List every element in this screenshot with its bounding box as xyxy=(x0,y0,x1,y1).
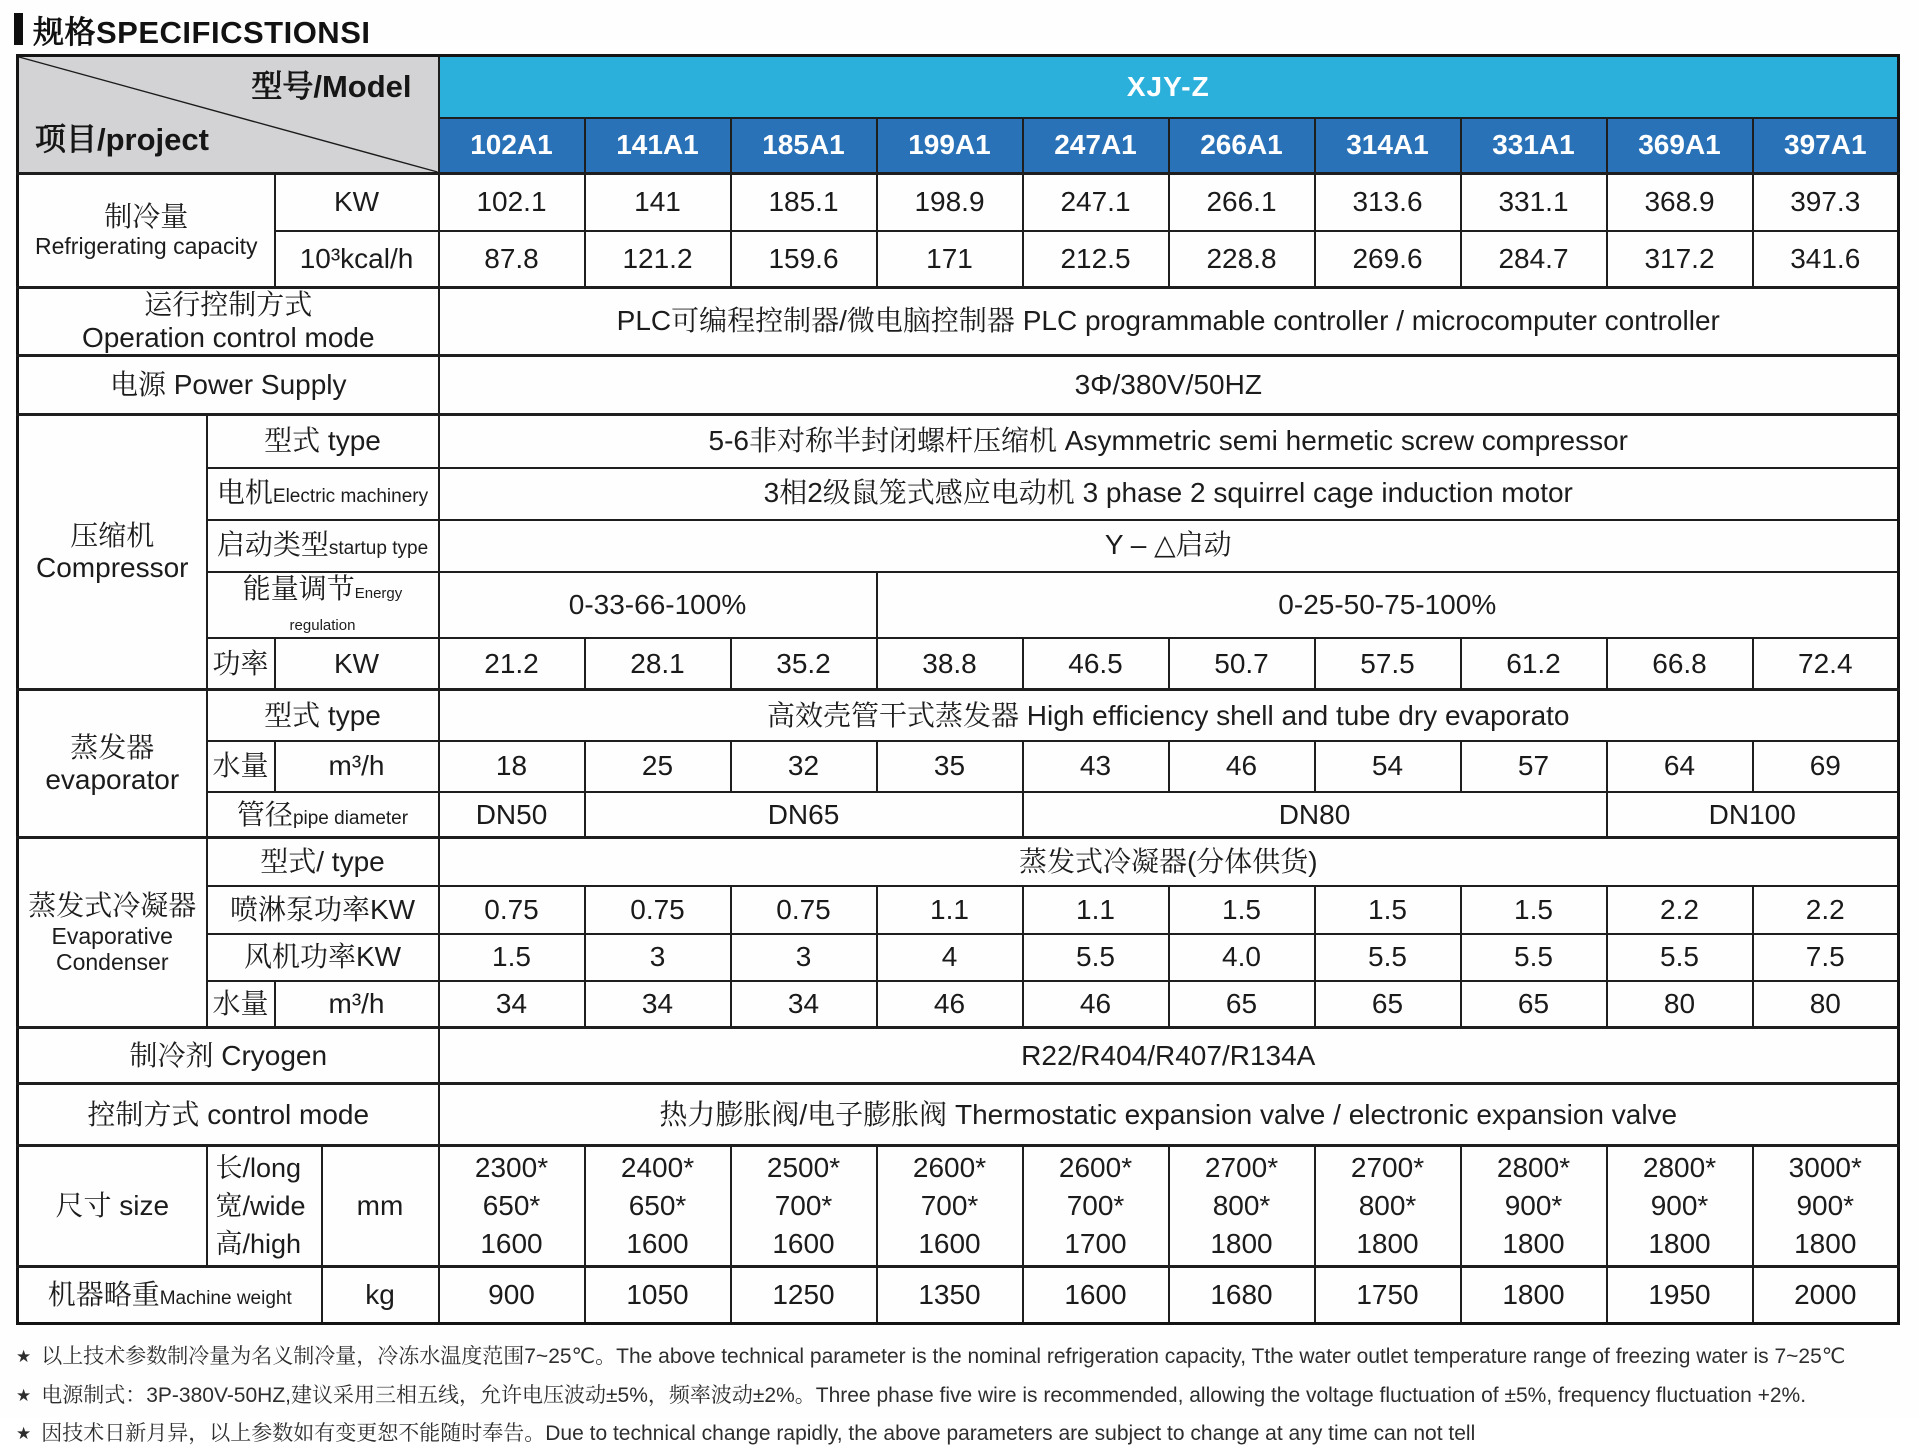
spray-pump-power-cell: 1.5 xyxy=(1169,886,1315,934)
spray-pump-power-cell: 1.1 xyxy=(1023,886,1169,934)
series-header-cell: XJY-Z xyxy=(439,56,1899,118)
capacity-kcal-cell: 341.6 xyxy=(1753,231,1899,288)
fan-power-cell: 5.5 xyxy=(1315,934,1461,981)
energy-regulation-low-value: 0-33-66-100% xyxy=(439,572,877,638)
star-icon: ★ xyxy=(16,1347,32,1367)
energy-regulation-high-value: 0-25-50-75-100% xyxy=(877,572,1899,638)
condenser-water-cell: 34 xyxy=(731,981,877,1028)
fan-power-cell: 7.5 xyxy=(1753,934,1899,981)
machine-weight-cell: 1750 xyxy=(1315,1267,1461,1324)
size-cell: 2700* 800* 1800 xyxy=(1169,1146,1315,1267)
evaporator-water-cell: 43 xyxy=(1023,741,1169,792)
pipe-diameter-cell: DN100 xyxy=(1607,792,1899,838)
control-mode-label: 控制方式 control mode xyxy=(18,1084,439,1146)
compressor-power-cell: 66.8 xyxy=(1607,638,1753,690)
compressor-startup-label: 启动类型startup type xyxy=(207,520,439,572)
footnote xyxy=(16,1343,1919,1371)
capacity-kcal-cell: 317.2 xyxy=(1607,231,1753,288)
fan-power-cell: 4 xyxy=(877,934,1023,981)
capacity-kw-cell: 331.1 xyxy=(1461,174,1607,231)
model-header-cell: 331A1 xyxy=(1461,118,1607,174)
specifications-table xyxy=(16,54,1900,1325)
pipe-diameter-cell: DN65 xyxy=(585,792,1023,838)
footnote-text: 因技术日新月异，以上参数如有变更恕不能随时奉告。Due to technical change rapidly, the above parameters are subject to change at any time can not tell xyxy=(41,1422,1476,1446)
evaporator-water-cell: 46 xyxy=(1169,741,1315,792)
capacity-kcal-cell: 212.5 xyxy=(1023,231,1169,288)
compressor-motor-value: 3相2级鼠笼式感应电动机 3 phase 2 squirrel cage induction motor xyxy=(439,468,1899,520)
condenser-water-label: 水量 xyxy=(207,981,275,1028)
evaporator-water-cell: 25 xyxy=(585,741,731,792)
model-header-cell: 247A1 xyxy=(1023,118,1169,174)
condenser-water-cell: 65 xyxy=(1461,981,1607,1028)
evaporator-water-label: 水量 xyxy=(207,741,275,792)
compressor-power-cell: 61.2 xyxy=(1461,638,1607,690)
condenser-type-label: 型式/ type xyxy=(207,838,439,886)
evaporator-water-cell: 57 xyxy=(1461,741,1607,792)
evaporator-group-label: 蒸发器 evaporator xyxy=(18,690,207,838)
compressor-power-cell: 50.7 xyxy=(1169,638,1315,690)
capacity-kw-unit: KW xyxy=(275,174,439,231)
machine-weight-cell: 1800 xyxy=(1461,1267,1607,1324)
compressor-type-value: 5-6非对称半封闭螺杆压缩机 Asymmetric semi hermetic screw compressor xyxy=(439,415,1899,468)
capacity-kw-cell: 102.1 xyxy=(439,174,585,231)
compressor-power-cell: 38.8 xyxy=(877,638,1023,690)
spray-pump-power-cell: 1.1 xyxy=(877,886,1023,934)
condenser-water-cell: 46 xyxy=(1023,981,1169,1028)
fan-power-cell: 5.5 xyxy=(1607,934,1753,981)
title-accent-bar xyxy=(14,13,23,45)
size-cell: 2300* 650* 1600 xyxy=(439,1146,585,1267)
condenser-group-label: 蒸发式冷凝器 Evaporative Condenser xyxy=(18,838,207,1028)
evaporator-water-cell: 18 xyxy=(439,741,585,792)
model-header-cell: 102A1 xyxy=(439,118,585,174)
fan-power-label: 风机功率KW xyxy=(207,934,439,981)
model-header-cell: 314A1 xyxy=(1315,118,1461,174)
spray-pump-power-cell: 0.75 xyxy=(731,886,877,934)
spray-pump-power-cell: 0.75 xyxy=(439,886,585,934)
capacity-kcal-cell: 121.2 xyxy=(585,231,731,288)
condenser-water-cell: 46 xyxy=(877,981,1023,1028)
machine-weight-cell: 1680 xyxy=(1169,1267,1315,1324)
size-cell: 2500* 700* 1600 xyxy=(731,1146,877,1267)
machine-weight-cell: 1350 xyxy=(877,1267,1023,1324)
spray-pump-power-cell: 2.2 xyxy=(1753,886,1899,934)
size-cell: 2800* 900* 1800 xyxy=(1461,1146,1607,1267)
condenser-water-cell: 65 xyxy=(1315,981,1461,1028)
evaporator-water-cell: 64 xyxy=(1607,741,1753,792)
evaporator-water-unit: m³/h xyxy=(275,741,439,792)
model-header-cell: 199A1 xyxy=(877,118,1023,174)
compressor-power-cell: 35.2 xyxy=(731,638,877,690)
condenser-water-cell: 80 xyxy=(1753,981,1899,1028)
size-cell: 2400* 650* 1600 xyxy=(585,1146,731,1267)
corner-header-cell xyxy=(18,56,439,174)
evaporator-type-label: 型式 type xyxy=(207,690,439,741)
machine-weight-unit: kg xyxy=(322,1267,439,1324)
compressor-power-cell: 21.2 xyxy=(439,638,585,690)
capacity-kcal-cell: 87.8 xyxy=(439,231,585,288)
capacity-kw-cell: 313.6 xyxy=(1315,174,1461,231)
page-title: 规格SPECIFICSTIONSI xyxy=(33,14,371,50)
capacity-group-label: 制冷量 Refrigerating capacity xyxy=(18,174,275,288)
capacity-kcal-cell: 269.6 xyxy=(1315,231,1461,288)
compressor-group-label: 压缩机 Compressor xyxy=(18,415,207,690)
model-header-cell: 185A1 xyxy=(731,118,877,174)
spray-pump-power-label: 喷淋泵功率KW xyxy=(207,886,439,934)
model-axis-label: 型号/Model xyxy=(251,69,412,104)
machine-weight-cell: 2000 xyxy=(1753,1267,1899,1324)
model-header-cell: 369A1 xyxy=(1607,118,1753,174)
evaporator-water-cell: 54 xyxy=(1315,741,1461,792)
energy-regulation-label: 能量调节Energy regulation xyxy=(207,572,439,638)
compressor-power-cell: 28.1 xyxy=(585,638,731,690)
compressor-power-unit: KW xyxy=(275,638,439,690)
project-axis-label: 项目/project xyxy=(35,122,209,158)
compressor-power-cell: 46.5 xyxy=(1023,638,1169,690)
evaporator-water-cell: 35 xyxy=(877,741,1023,792)
compressor-motor-label: 电机Electric machinery xyxy=(207,468,439,520)
capacity-kw-cell: 397.3 xyxy=(1753,174,1899,231)
cryogen-value: R22/R404/R407/R134A xyxy=(439,1028,1899,1084)
machine-weight-cell: 1600 xyxy=(1023,1267,1169,1324)
capacity-kw-cell: 185.1 xyxy=(731,174,877,231)
model-header-cell: 266A1 xyxy=(1169,118,1315,174)
fan-power-cell: 3 xyxy=(731,934,877,981)
operation-mode-value: PLC可编程控制器/微电脑控制器 PLC programmable controller / microcomputer controller xyxy=(439,288,1899,356)
compressor-power-label: 功率 xyxy=(207,638,275,690)
star-icon: ★ xyxy=(16,1385,32,1405)
footnote xyxy=(16,1420,1919,1448)
model-header-cell: 141A1 xyxy=(585,118,731,174)
evaporator-water-cell: 69 xyxy=(1753,741,1899,792)
machine-weight-cell: 1050 xyxy=(585,1267,731,1324)
size-label: 尺寸 size xyxy=(18,1146,207,1267)
condenser-water-unit: m³/h xyxy=(275,981,439,1028)
control-mode-value: 热力膨胀阀/电子膨胀阀 Thermostatic expansion valve / electronic expansion valve xyxy=(439,1084,1899,1146)
size-cell: 2700* 800* 1800 xyxy=(1315,1146,1461,1267)
footnote-text: 电源制式：3P-380V-50HZ,建议采用三相五线，允许电压波动±5%，频率波动±2%。Three phase five wire is recommended, allowing the voltage fluctuation of ±5%, frequency fluctuation +2%. xyxy=(41,1383,1807,1407)
capacity-kcal-unit: 10³kcal/h xyxy=(275,231,439,288)
size-cell: 2800* 900* 1800 xyxy=(1607,1146,1753,1267)
footnote-text: 以上技术参数制冷量为名义制冷量，冷冻水温度范围7~25℃。The above technical parameter is the nominal refrigeration capacity, Tthe water outlet temperature range of freezing water is 7~25℃ xyxy=(41,1345,1846,1369)
spray-pump-power-cell: 1.5 xyxy=(1461,886,1607,934)
size-dimension-labels: 长/long 宽/wide 高/high xyxy=(207,1146,322,1267)
spray-pump-power-cell: 2.2 xyxy=(1607,886,1753,934)
condenser-type-value: 蒸发式冷凝器(分体供货) xyxy=(439,838,1899,886)
condenser-water-cell: 80 xyxy=(1607,981,1753,1028)
footnotes xyxy=(16,1343,1919,1448)
capacity-kw-cell: 266.1 xyxy=(1169,174,1315,231)
capacity-kw-cell: 368.9 xyxy=(1607,174,1753,231)
spray-pump-power-cell: 1.5 xyxy=(1315,886,1461,934)
model-header-cell: 397A1 xyxy=(1753,118,1899,174)
machine-weight-label: 机器略重Machine weight xyxy=(18,1267,322,1324)
fan-power-cell: 5.5 xyxy=(1023,934,1169,981)
power-supply-label: 电源 Power Supply xyxy=(18,356,439,415)
capacity-kcal-cell: 159.6 xyxy=(731,231,877,288)
compressor-type-label: 型式 type xyxy=(207,415,439,468)
compressor-power-cell: 72.4 xyxy=(1753,638,1899,690)
fan-power-cell: 5.5 xyxy=(1461,934,1607,981)
evaporator-water-cell: 32 xyxy=(731,741,877,792)
page-header xyxy=(0,0,1919,48)
capacity-kcal-cell: 171 xyxy=(877,231,1023,288)
compressor-power-cell: 57.5 xyxy=(1315,638,1461,690)
capacity-kcal-cell: 284.7 xyxy=(1461,231,1607,288)
star-icon: ★ xyxy=(16,1424,32,1444)
size-cell: 2600* 700* 1600 xyxy=(877,1146,1023,1267)
capacity-kw-cell: 141 xyxy=(585,174,731,231)
pipe-diameter-cell: DN80 xyxy=(1023,792,1607,838)
fan-power-cell: 4.0 xyxy=(1169,934,1315,981)
condenser-water-cell: 65 xyxy=(1169,981,1315,1028)
operation-mode-label: 运行控制方式 Operation control mode xyxy=(18,288,439,356)
machine-weight-cell: 900 xyxy=(439,1267,585,1324)
evaporator-type-value: 高效壳管干式蒸发器 High efficiency shell and tube dry evaporato xyxy=(439,690,1899,741)
compressor-startup-value: Y – △启动 xyxy=(439,520,1899,572)
machine-weight-cell: 1950 xyxy=(1607,1267,1753,1324)
footnote xyxy=(16,1382,1919,1410)
pipe-diameter-label: 管径pipe diameter xyxy=(207,792,439,838)
size-cell: 3000* 900* 1800 xyxy=(1753,1146,1899,1267)
capacity-kcal-cell: 228.8 xyxy=(1169,231,1315,288)
spray-pump-power-cell: 0.75 xyxy=(585,886,731,934)
machine-weight-cell: 1250 xyxy=(731,1267,877,1324)
condenser-water-cell: 34 xyxy=(585,981,731,1028)
condenser-water-cell: 34 xyxy=(439,981,585,1028)
pipe-diameter-cell: DN50 xyxy=(439,792,585,838)
power-supply-value: 3Φ/380V/50HZ xyxy=(439,356,1899,415)
size-cell: 2600* 700* 1700 xyxy=(1023,1146,1169,1267)
fan-power-cell: 3 xyxy=(585,934,731,981)
cryogen-label: 制冷剂 Cryogen xyxy=(18,1028,439,1084)
capacity-kw-cell: 198.9 xyxy=(877,174,1023,231)
fan-power-cell: 1.5 xyxy=(439,934,585,981)
size-unit: mm xyxy=(322,1146,439,1267)
capacity-kw-cell: 247.1 xyxy=(1023,174,1169,231)
